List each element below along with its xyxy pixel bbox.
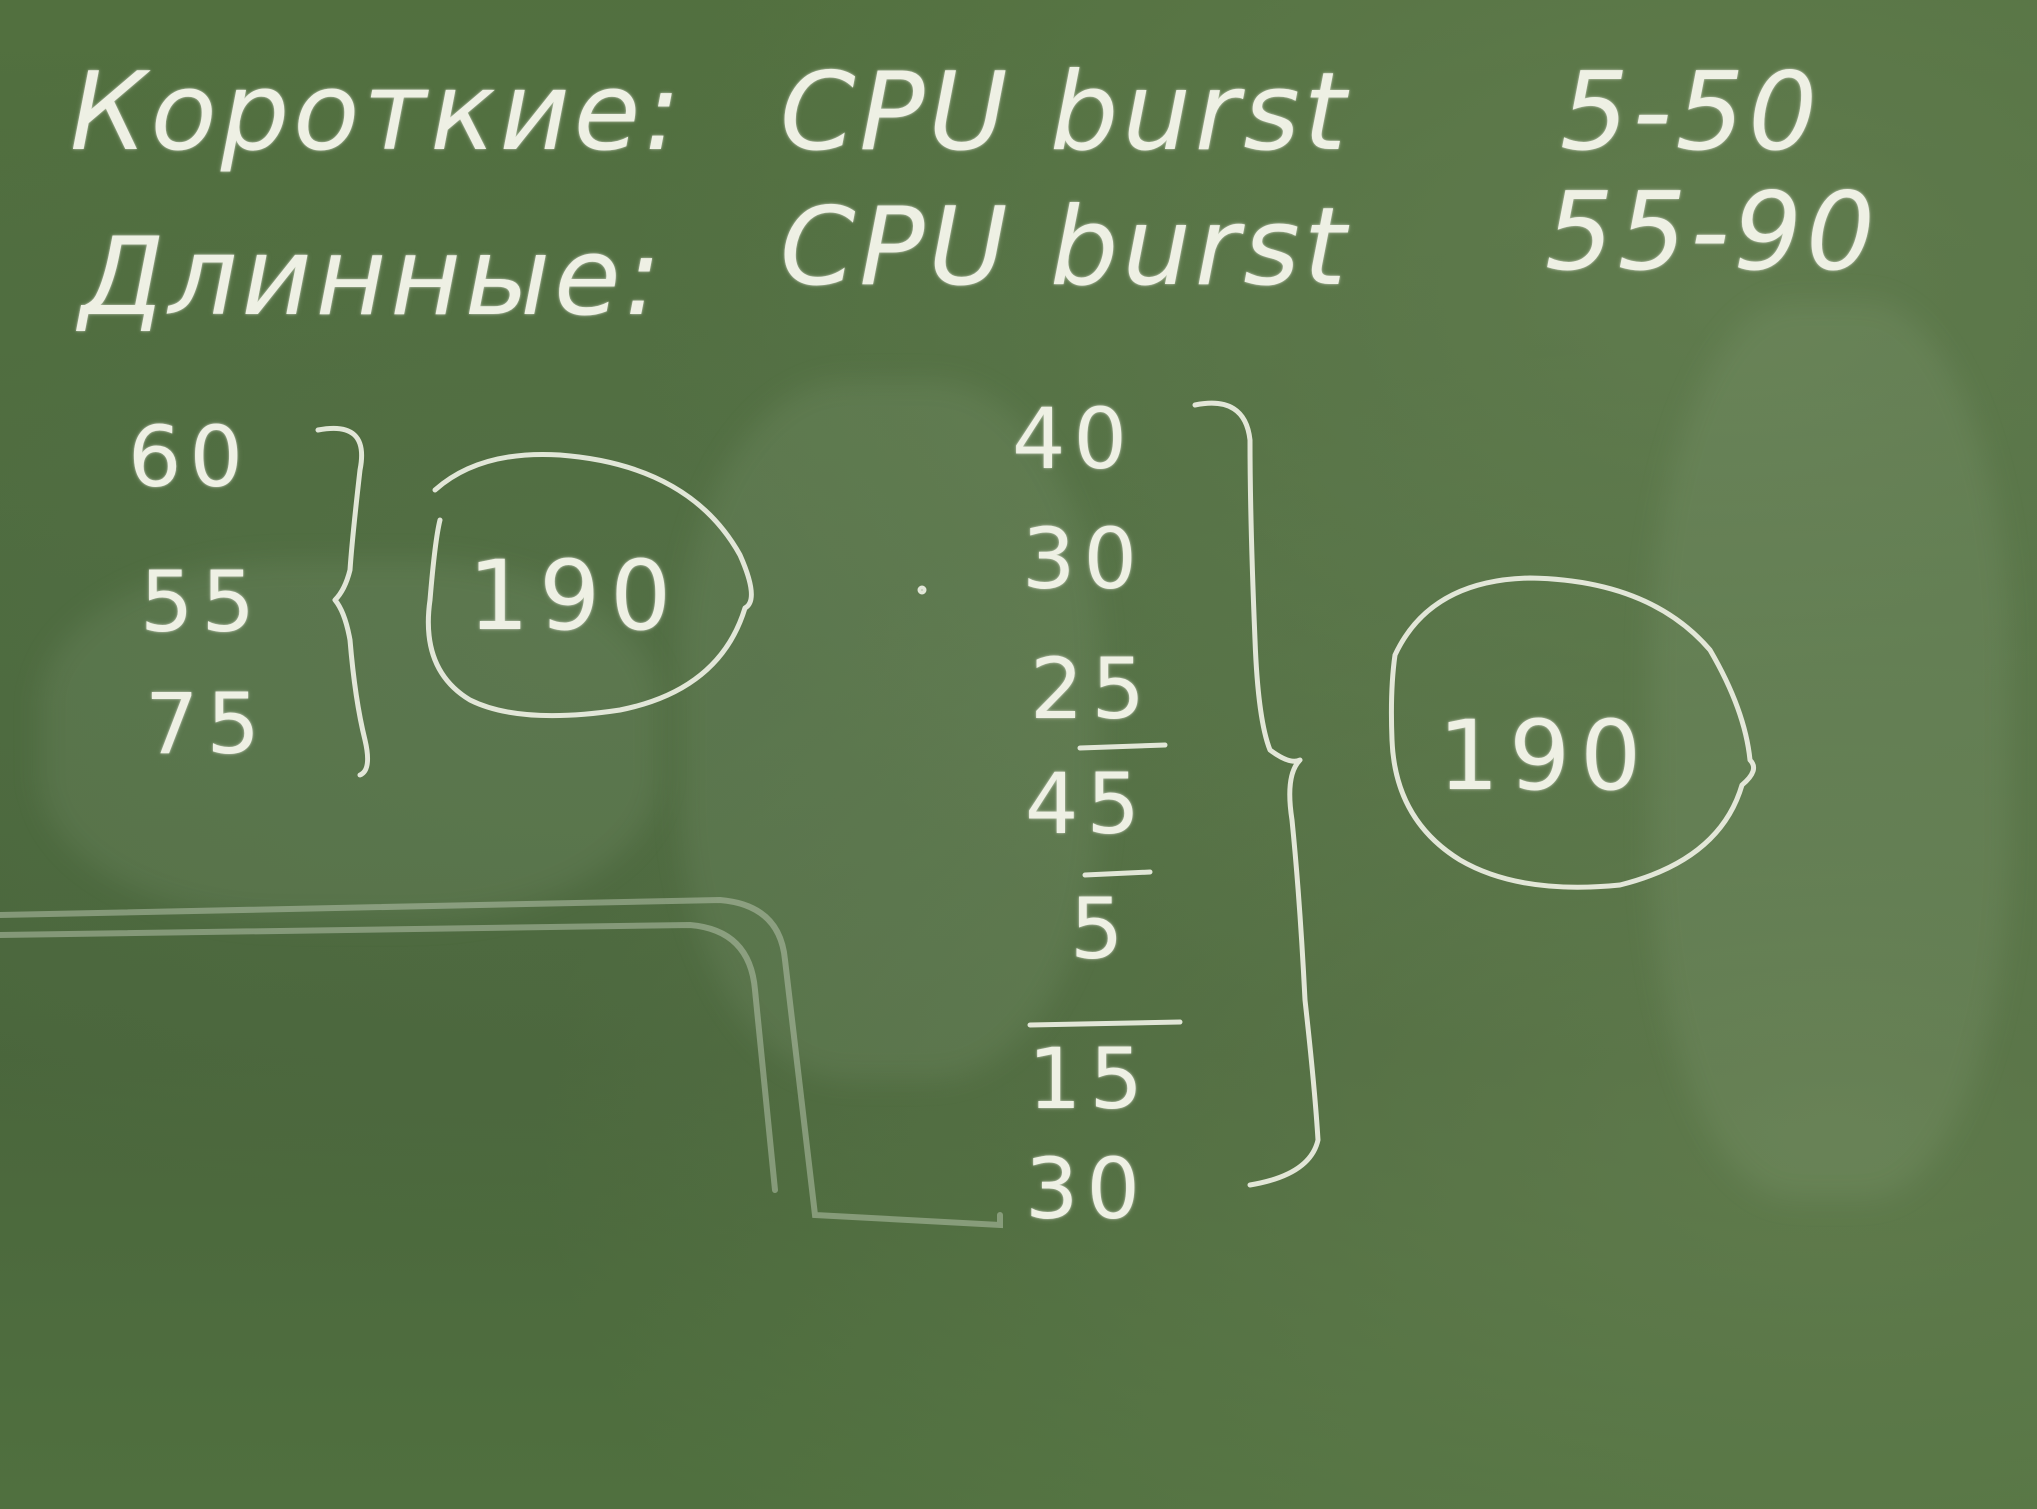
- erased-outline: [0, 925, 775, 1190]
- left-value: 55: [140, 553, 263, 651]
- right-value: 40: [1012, 390, 1135, 488]
- left-circle: [428, 454, 751, 715]
- left-total: 190: [468, 540, 682, 652]
- chalk-dot: [920, 588, 924, 592]
- left-brace: [318, 428, 368, 775]
- long-metric: CPU burst: [780, 185, 1350, 310]
- erased-outline: [0, 900, 1000, 1225]
- long-range: 55-90: [1545, 170, 1879, 295]
- underline-mark: [1030, 1022, 1180, 1025]
- underline-mark: [1085, 872, 1150, 875]
- right-value: 45: [1025, 755, 1148, 853]
- short-metric: CPU burst: [780, 50, 1350, 175]
- short-range: 5-50: [1560, 50, 1822, 175]
- right-value: 30: [1022, 510, 1145, 608]
- left-value: 75: [145, 675, 268, 773]
- long-label: Длинные:: [80, 215, 665, 340]
- underline-mark: [1080, 745, 1165, 748]
- short-label: Короткие:: [70, 50, 685, 175]
- right-circle: [1391, 578, 1753, 887]
- right-value: 25: [1030, 640, 1153, 738]
- right-value: 30: [1025, 1140, 1148, 1238]
- right-brace: [1195, 403, 1318, 1185]
- right-total: 190: [1438, 700, 1652, 812]
- left-value: 60: [128, 408, 251, 506]
- right-value: 5: [1070, 880, 1132, 978]
- right-value: 15: [1028, 1030, 1151, 1128]
